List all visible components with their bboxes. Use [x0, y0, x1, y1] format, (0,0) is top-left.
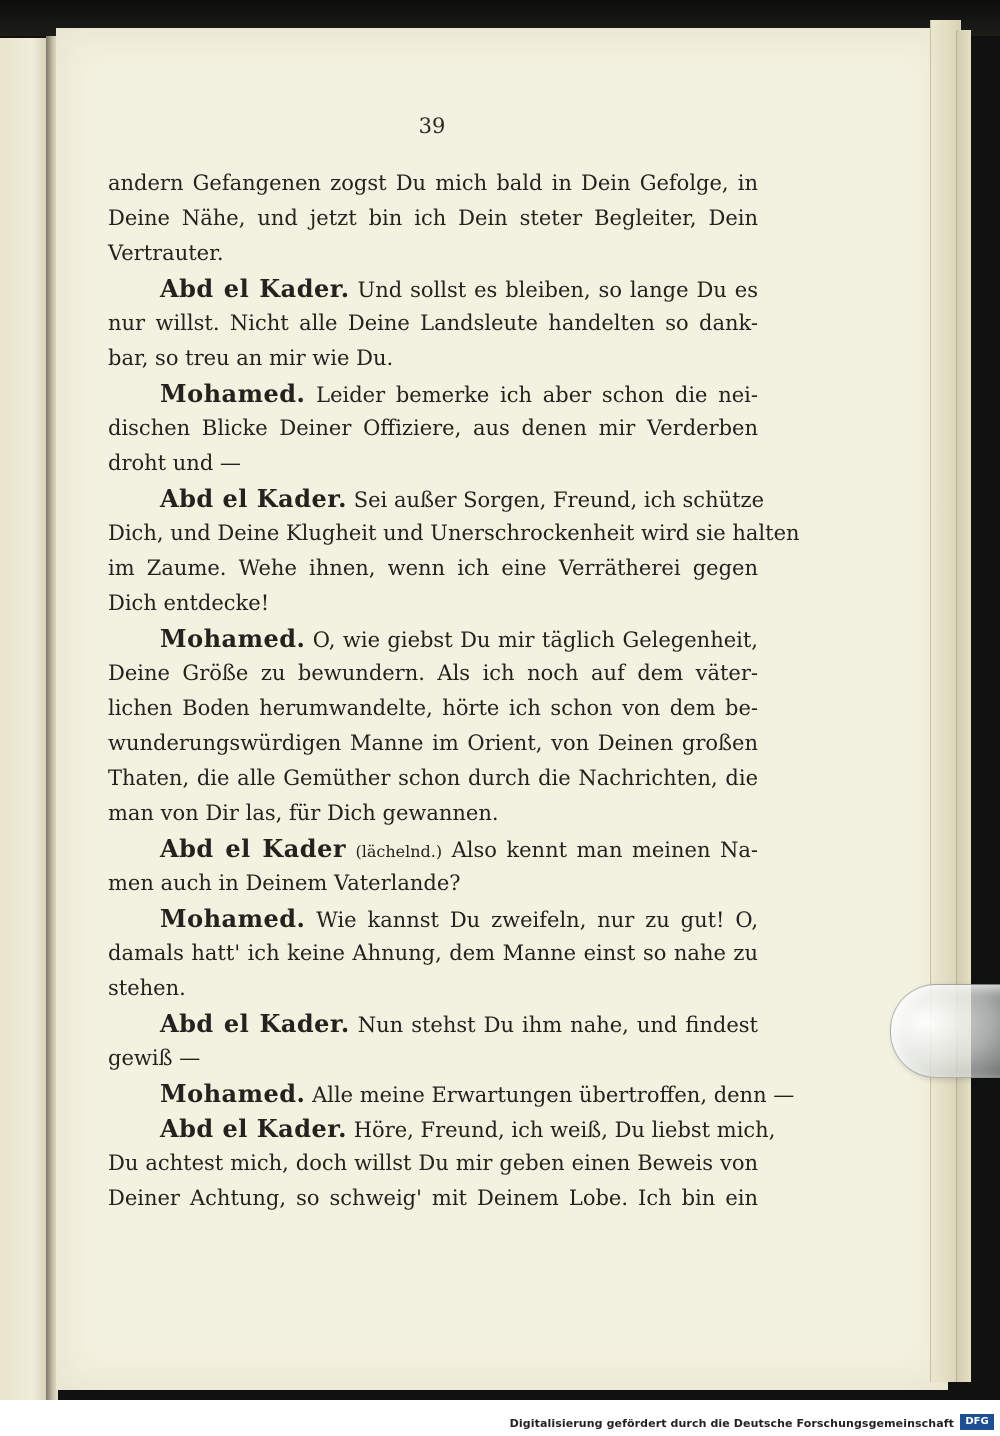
- text-line: [108, 1181, 758, 1216]
- text-line: [108, 551, 758, 586]
- line-text: stehen.: [108, 976, 186, 1000]
- text-line: [108, 586, 758, 621]
- speaker-name: Abd el Kader.: [160, 274, 350, 303]
- line-text: wunderungswürdigen Manne im Orient, von Deinen großen: [108, 731, 758, 755]
- line-text: damals hatt' ich keine Ahnung, dem Manne einst so nahe zu: [108, 941, 758, 965]
- text-line: [108, 726, 758, 761]
- text-line: [108, 516, 800, 551]
- line-text: Alle meine Erwartungen übertroffen, denn —: [312, 1083, 795, 1107]
- page-text: [108, 166, 800, 1216]
- line-text: andern Gefangenen zogst Du mich bald in Dein Gefolge, in: [108, 171, 758, 195]
- text-line: [108, 796, 758, 831]
- line-text: dischen Blicke Deiner Offiziere, aus denen mir Verderben: [108, 416, 758, 440]
- line-text: Deine Größe zu bewundern. Als ich noch auf dem väter-: [108, 661, 758, 685]
- line-text: men auch in Deinem Vaterlande?: [108, 871, 461, 895]
- speaker-name: Mohamed.: [160, 624, 306, 653]
- speech-line: [108, 1111, 776, 1146]
- text-line: [108, 236, 758, 271]
- text-line: [108, 166, 758, 201]
- digitization-credit: Digitalisierung gefördert durch die Deutsche Forschungsgemeinschaft: [509, 1417, 954, 1430]
- speech-line: [108, 271, 758, 306]
- line-text: Deiner Achtung, so schweig' mit Deinem Lobe. Ich bin ein: [108, 1186, 758, 1210]
- line-text: man von Dir las, für Dich gewannen.: [108, 801, 499, 825]
- line-text: Thaten, die alle Gemüther schon durch die Nachrichten, die: [108, 766, 758, 790]
- speaker-name: Abd el Kader.: [160, 484, 348, 513]
- speaker-name: Mohamed.: [160, 1079, 306, 1108]
- page-stack-edge-inner: [956, 30, 971, 1382]
- speech-line: [108, 621, 758, 656]
- line-text: Du achtest mich, doch willst Du mir geben einen Beweis von: [108, 1151, 758, 1175]
- dfg-logo: DFG: [960, 1414, 994, 1430]
- text-line: [108, 656, 758, 691]
- speech-line: [108, 831, 758, 866]
- speaker-name: Abd el Kader: [160, 834, 347, 863]
- text-line: [108, 761, 758, 796]
- line-text: Höre, Freund, ich weiß, Du liebst mich,: [353, 1118, 776, 1142]
- speech-line: [108, 376, 758, 411]
- line-text: gewiß —: [108, 1046, 201, 1070]
- line-text: Also kennt man meinen Na-: [451, 838, 758, 862]
- line-text: Nun stehst Du ihm nahe, und findest: [357, 1013, 758, 1037]
- speech-line: [108, 481, 765, 516]
- text-line: [108, 341, 758, 376]
- line-text: Dich entdecke!: [108, 591, 270, 615]
- left-page-edge: [0, 38, 48, 1400]
- text-line: [108, 691, 758, 726]
- text-line: [108, 411, 758, 446]
- line-text: Sei außer Sorgen, Freund, ich schütze: [353, 488, 765, 512]
- line-text: Leider bemerke ich aber schon die nei-: [316, 383, 758, 407]
- text-line: [108, 201, 758, 236]
- speaker-name: Abd el Kader.: [160, 1009, 350, 1038]
- speech-line: [108, 901, 758, 936]
- line-text: Deine Nähe, und jetzt bin ich Dein steter Begleiter, Dein: [108, 206, 758, 230]
- line-text: lichen Boden herumwandelte, hörte ich schon von dem be-: [108, 696, 758, 720]
- page-clip: [890, 984, 1000, 1078]
- text-line: [108, 936, 758, 971]
- line-text: bar, so treu an mir wie Du.: [108, 346, 394, 370]
- line-text: nur willst. Nicht alle Deine Landsleute handelten so dank-: [108, 311, 758, 335]
- speaker-name: Abd el Kader.: [160, 1114, 348, 1143]
- page-number: 39: [418, 114, 446, 138]
- line-text: Wie kannst Du zweifeln, nur zu gut! O,: [316, 908, 758, 932]
- speech-line: [108, 1006, 758, 1041]
- text-line: [108, 306, 758, 341]
- text-line: [108, 446, 758, 481]
- text-line: [108, 1041, 758, 1076]
- line-text: Vertrauter.: [108, 241, 224, 265]
- speech-line: [108, 1076, 795, 1111]
- stage-direction: (lächelnd.): [355, 842, 443, 861]
- line-text: Und sollst es bleiben, so lange Du es: [357, 278, 758, 302]
- line-text: O, wie giebst Du mir täglich Gelegenheit,: [312, 628, 758, 652]
- text-line: [108, 866, 758, 901]
- line-text: droht und —: [108, 451, 241, 475]
- line-text: im Zaume. Wehe ihnen, wenn ich eine Verrätherei gegen: [108, 556, 758, 580]
- speaker-name: Mohamed.: [160, 379, 306, 408]
- text-line: [108, 971, 758, 1006]
- text-line: [108, 1146, 758, 1181]
- line-text: Dich, und Deine Klugheit und Unerschrockenheit wird sie halten: [108, 521, 800, 545]
- speaker-name: Mohamed.: [160, 904, 306, 933]
